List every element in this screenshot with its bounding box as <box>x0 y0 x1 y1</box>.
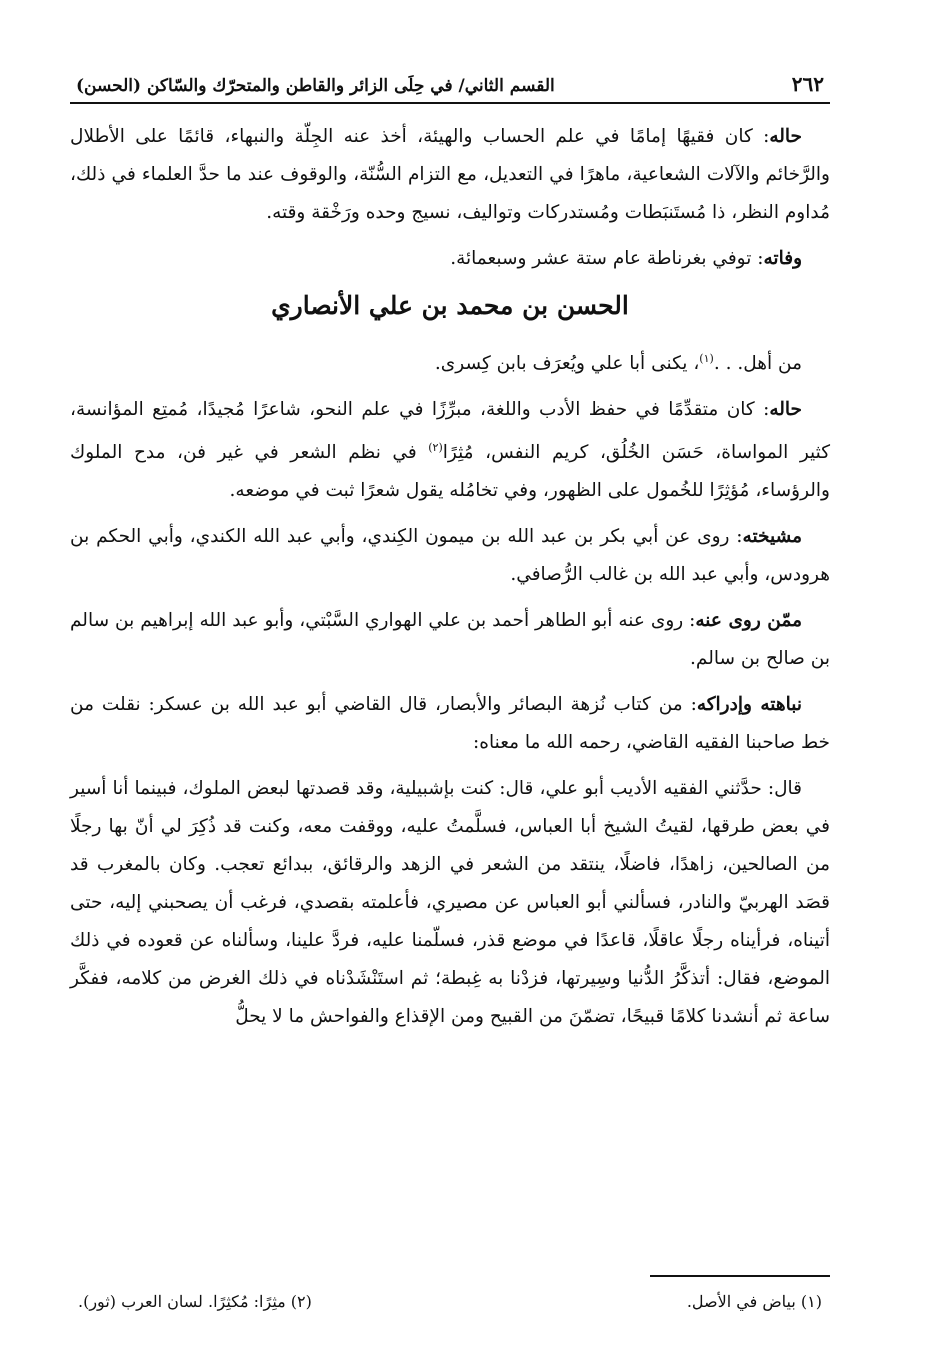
biography-heading: الحسن بن محمد بن علي الأنصاري <box>271 291 629 320</box>
page-number: ٢٦٢ <box>791 72 824 96</box>
haal-label-2: حاله <box>769 399 802 421</box>
nabaha-text: : من كتاب نُزهة البصائر والأبصار، قال القاضي أبو عبد الله بن عسكر: نقلت من خط صاحبنا الفقيه القاضي، رحمه الله ما معناه: <box>70 694 830 754</box>
footnote-ref-2: (٢) <box>428 441 443 455</box>
haal-text-1: : كان فقيهًا إمامًا في علم الحساب والهيئة، أخذ عنه الجِلّة والنبهاء، قائمًا على الأطلال والرَّخائم والآلات الشعاعية، ماهرًا في التعديل، مع التزام السُّنّة، والوقوف عند ما حدَّ العلماء في ذلك، مُداوم النظر، ذا مُستَنبَطات ومُستدركات وتواليف، نسيج وحده ورَخْقة وقته. <box>70 126 830 223</box>
intro-pre: من أهل. . . <box>713 353 802 375</box>
footnote-divider <box>650 1275 830 1277</box>
intro-paragraph <box>70 340 830 383</box>
haal-text-2b: في نظم الشعر في غير فن، مدح الملوك والرؤساء، مُؤثِرًا للخُمول على الظهور، وفي تخامُله يقول شعرًا ثبت في موضعه. <box>70 442 830 502</box>
mimman-text: : روى عنه أبو الطاهر أحمد بن علي الهواري السَّبْتي، وأبو عبد الله إبراهيم بن سالم بن صالح بن سالم. <box>70 610 830 670</box>
nabaha-label: نباهته وإدراكه <box>696 694 802 716</box>
wafat-label: وفاته <box>763 248 802 269</box>
mashyakha-text: : روى عن أبي بكر بن عبد الله بن ميمون الكِندي، وأبي عبد الله الكندي، وأبي الحكم بن هرودس، وأبي عبد الله بن غالب الرُّصافي. <box>70 526 830 586</box>
wafat-text: : توفي بغرناطة عام ستة عشر وسبعمائة. <box>450 248 764 269</box>
wafat-paragraph <box>70 240 830 278</box>
qaal-paragraph <box>70 770 830 1036</box>
book-page <box>70 60 830 1350</box>
mashyakha-paragraph <box>70 518 830 594</box>
page-body <box>70 118 830 1036</box>
running-title: القسم الثاني/ في حِلَى الزائر والقاطن والمتحرّك والسّاكن (الحسن) <box>76 76 555 96</box>
nabaha-paragraph <box>70 686 830 762</box>
qaal-text: قال: حدَّثني الفقيه الأديب أبو علي، قال: كنت بإشبيلية، وقد قصدتها لبعض الملوك، فبينما أنا أسير في بعض طرقها، لقيتُ الشيخ أبا العباس، فسلَّمتُ عليه، ووقفت معه، وكنت قد ذُكِرَ لي أنّ بها رجلًا من الصالحين، زاهدًا، فاضلًا، ينتقد من الشعر في الزهد والرقائق، ببدائع تعجب. وكان بالمغرب قد قصَد الهربيّ والنادر، فسألني أبو العباس عن مصيري، فأعلمته بقصدي، فرغب أن يصحبني إليه، حتى أتيناه، فرأيناه رجلًا عاقلًا، قاعدًا في موضع قذر، فسلّمنا عليه، فردَّ علينا، وسألناه عن قعوده في ذلك الموضع، فقال: أتذكَّرُ الدُّنيا وسِيرتها، فزدْنا به غِبطة؛ ثم استَنْشَدْناه في ذلك الغرض من كلامه، ففكَّر ساعة ثم أنشدنا كلامًا قبيحًا، تضمّنَ من القبيح ومن الإقذاع والفواحش ما لا يحلُّ <box>70 778 830 1028</box>
intro-post: ، يكنى أبا علي ويُعرَف بابن كِسرى. <box>434 353 700 375</box>
footnote-1: (١) بياض في الأصل. <box>686 1292 822 1311</box>
footnotes <box>70 1292 830 1311</box>
footnote-2: (٢) مثِرًا: مُكثِرًا. لسان العرب (ثور). <box>78 1292 312 1311</box>
haal-paragraph-1 <box>70 118 830 232</box>
mashyakha-label: مشيخته <box>742 526 802 548</box>
haal-label-1: حاله <box>769 126 802 147</box>
haal-text-2a: : كان متقدِّمًا في حفظ الأدب واللغة، مبرِّزًا في علم النحو، شاعرًا مُجيدًا، مُمتِع المؤانسة، كثير المواساة، حَسَن الخُلُق، كريم النفس، مُثِرًا <box>70 399 830 464</box>
footnote-ref-1: (١) <box>699 352 714 365</box>
running-header <box>70 60 830 104</box>
haal-paragraph-2 <box>70 391 830 510</box>
mimman-paragraph <box>70 602 830 678</box>
mimman-label: ممّن روى عنه <box>695 610 802 632</box>
